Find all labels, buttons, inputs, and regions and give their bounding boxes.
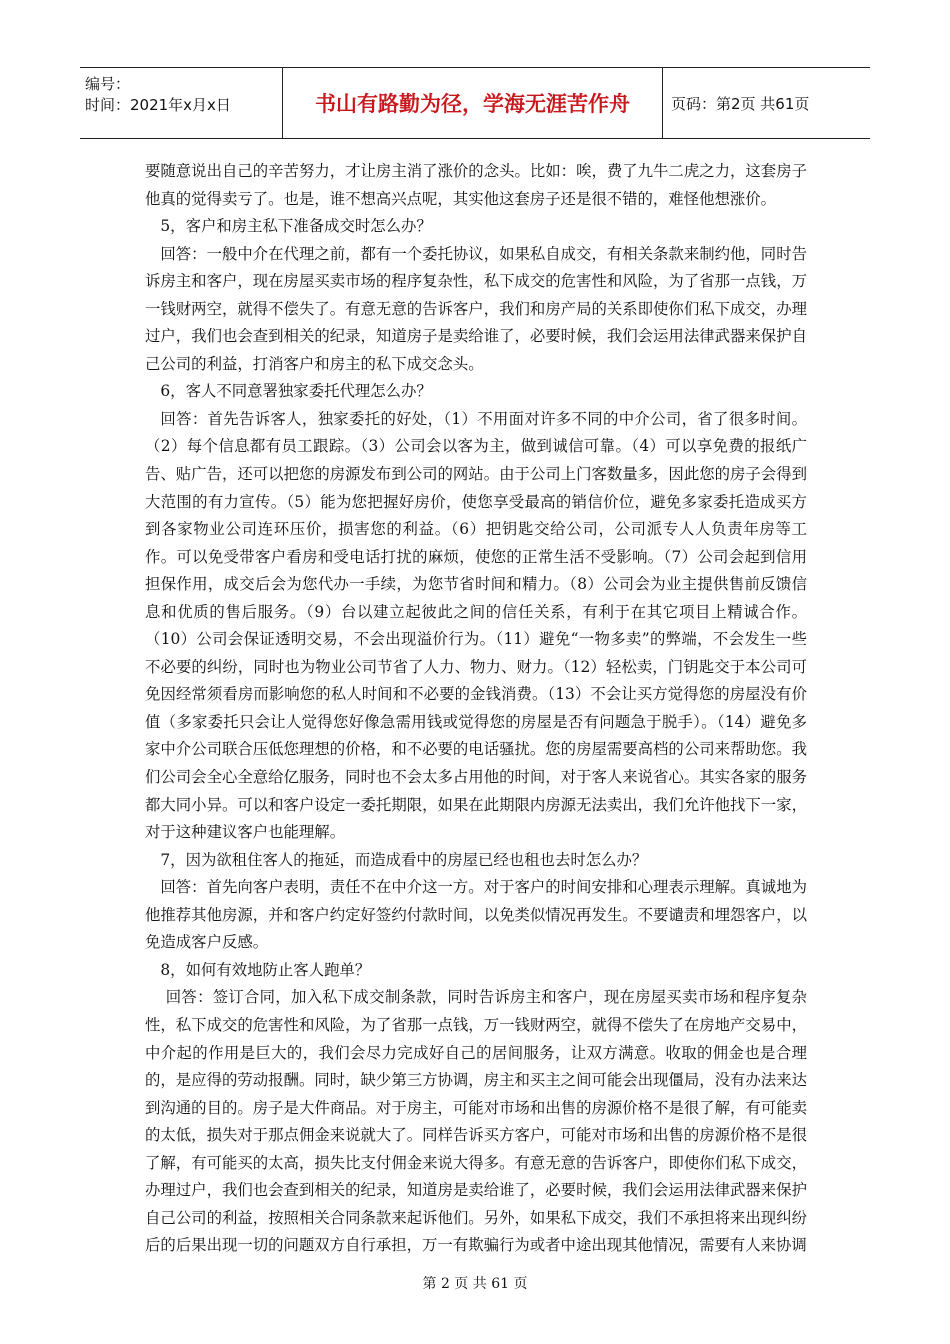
answer-paragraph: 回答：签订合同，加入私下成交制条款，同时告诉房主和客户，现在房屋买卖市场和程序复杂性，私下成交的危害性和风险，为了省那一点钱，万一钱财两空，就得不偿失了在房地产交易中，中介起的作用是巨大的，我们会尽力完成好自己的居间服务，让双方满意。收取的佣金也是合理的，是应得的劳动报酬。同时，缺少第三方协调，房主和买主之间可能会出现僵局，没有办法来达到沟通的目的。房子是大件商品。对于房主，可能对市场和出售的房源价格不是很了解，有可能卖的太低，损失对于那点佣金来说就大了。同样告诉买方客户，可能对市场和出售的房源价格不是很了解，有可能买的太高，损失比支付佣金来说大得多。有意无意的告诉客户，即使你们私下成交，办理过户，我们也会查到相关的纪录，知道房是卖给谁了，必要时候，我们会运用法律武器来保护自己公司的利益，按照相关合同条款来起诉他们。另外，如果私下成交，我们不承担将来出现纠纷后的后果出现一切的问题双方自行承担，万一有欺骗行为或者中途出现其他情况，需要有人来协调 <box>145 988 807 1255</box>
document-number-label: 编号： <box>85 75 131 93</box>
header-page-info: 页码：第2页 共61页 <box>671 94 810 113</box>
answer-paragraph: 回答：一般中介在代理之前，都有一个委托协议，如果私自成交，有相关条款来制约他，同时告诉房主和客户，现在房屋买卖市场的程序复杂性，私下成交的危害性和风险，为了省那一点钱，万一钱财两空，就得不偿失了。有意无意的告诉客户，我们和房产局的关系即使你们私下成交，办理过户，我们也会查到相关的纪录，知道房子是卖给谁了，必要时候，我们会运用法律武器来保护自己公司的利益，打消客户和房主的私下成交念头。 <box>145 244 807 373</box>
question-heading: 7，因为欲租住客人的拖延，而造成看中的房屋已经也租也去时怎么办？ <box>160 850 648 869</box>
question-heading: 5，客户和房主私下准备成交时怎么办？ <box>160 217 432 236</box>
document-date: 时间：2021年x月x日 <box>85 96 231 114</box>
page-footer: 第 2 页 共 61 页 <box>422 1276 528 1292</box>
page-header <box>80 67 870 139</box>
header-motto: 书山有路勤为径，学海无涯苦作舟 <box>283 68 663 138</box>
header-meta <box>80 68 283 138</box>
question-heading: 8，如何有效地防止客人跑单？ <box>160 960 371 979</box>
question-heading: 6，客人不同意署独家委托代理怎么办？ <box>160 382 432 401</box>
document-body <box>145 158 807 1260</box>
answer-paragraph: 回答：首先向客户表明，责任不在中介这一方。对于客户的时间安排和心理表示理解。真诚地为他推荐其他房源，并和客户约定好签约付款时间，以免类似情况再发生。不要谴责和埋怨客户，以免造成客户反感。 <box>145 878 807 952</box>
body-paragraph: 要随意说出自己的辛苦努力，才让房主消了涨价的念头。比如：唉，费了九牛二虎之力，这套房子他真的觉得卖亏了。也是，谁不想高兴点呢，其实他这套房子还是很不错的，难怪他想涨价。 <box>145 162 807 208</box>
answer-paragraph: 回答：首先告诉客人，独家委托的好处，（1）不用面对许多不同的中介公司，省了很多时间。（2）每个信息都有员工跟踪。（3）公司会以客为主，做到诚信可靠。（4）可以享免费的报纸广告、贴广告，还可以把您的房源发布到公司的网站。由于公司上门客数量多，因此您的房子会得到大范围的有力宣传。（5）能为您把握好房价，使您享受最高的销信价位，避免多家委托造成买方到各家物业公司连环压价，损害您的利益。（6）把钥匙交给公司，公司派专人人负责年房等工作。可以免受带客户看房和受电话打扰的麻烦，使您的正常生活不受影响。（7）公司会起到信用担保作用，成交后会为您代办一手续，为您节省时间和精力。（8）公司会为业主提供售前反馈信息和优质的售后服务。（9）台以建立起彼此之间的信任关系，有利于在其它项目上精诚合作。（10）公司会保证透明交易，不会出现溢价行为。（11）避免“一物多卖”的弊端，不会发生一些不必要的纠纷，同时也为物业公司节省了人力、物力、财力。（12）轻松卖，门钥匙交于本公司可免因经常须看房而影响您的私人时间和不必要的金钱消费。（13）不会让买方觉得您的房屋没有价值（多家委托只会让人觉得您好像急需用钱或觉得您的房屋是否有问题急于脱手）。（14）避免多家中介公司联合压低您理想的价格，和不必要的电话骚扰。您的房屋需要高档的公司来帮助您。我们公司会全心全意给亿服务，同时也不会太多占用他的时间，对于客人来说省心。其实各家的服务都大同小异。可以和客户设定一委托期限，如果在此期限内房源无法卖出，我们允许他找下一家，对于这种建议客户也能理解。 <box>145 409 807 842</box>
